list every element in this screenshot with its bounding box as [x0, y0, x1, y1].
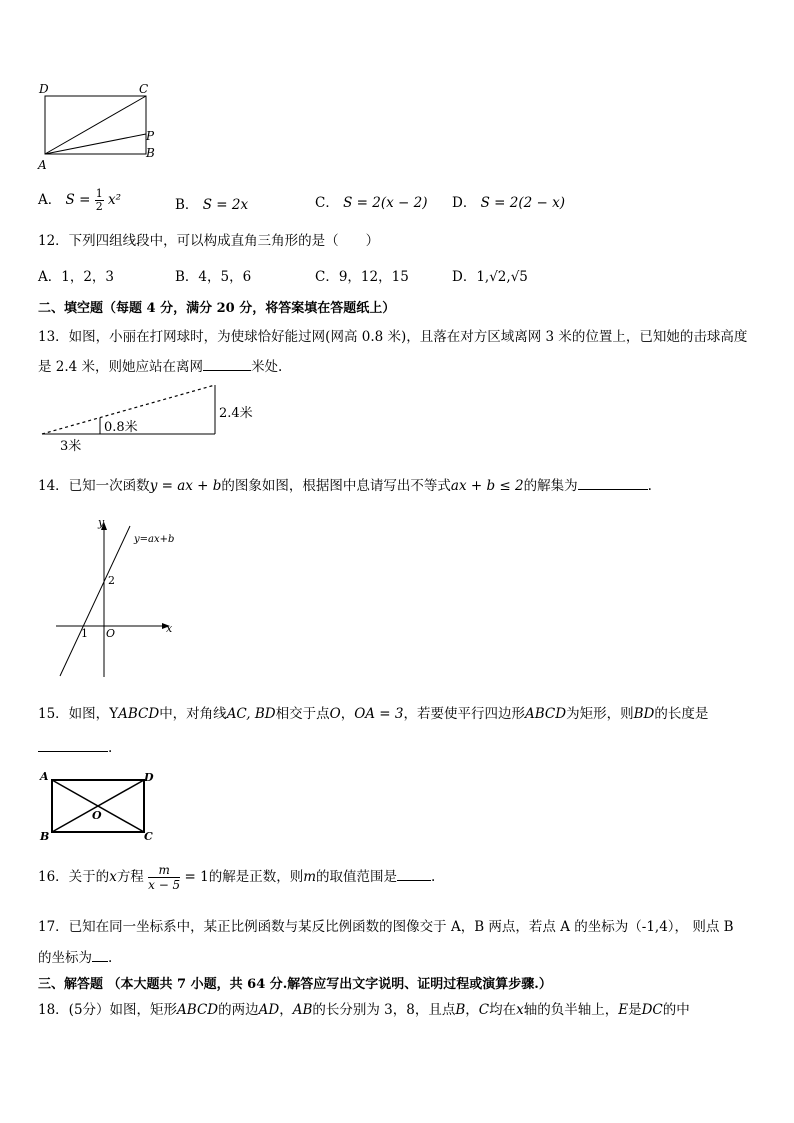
q18-stem: 18．(5分）如图，矩形ABCD的两边AD，AB的长分别为 3，8，且点B，C均在x轴的负半轴上，E是DC的中	[38, 1002, 690, 1018]
net-label: 0.8米	[104, 420, 138, 435]
q13-line1: 13．如图，小丽在打网球时，为使球恰好能过网(网高 0.8 米)，且落在对方区域离网 3 米的位置上，已知她的击球高度	[38, 329, 748, 345]
function-line	[60, 526, 130, 676]
x-axis-label: x	[166, 622, 173, 635]
q15-answer-line: .	[38, 740, 112, 756]
q15-answer-blank	[38, 751, 108, 752]
q11-option-c: C． S = 2(x − 2)	[315, 195, 428, 211]
label-c: C	[144, 830, 153, 843]
q12-option-c: C．9，12，15	[315, 269, 409, 285]
q11-option-a: A． S = $\frac{1}{2}$ x²	[38, 187, 122, 213]
q14-answer-blank	[578, 489, 648, 490]
q14-graph	[48, 512, 188, 682]
q11-rectangle-figure	[34, 80, 164, 172]
diagonal-ac	[45, 96, 146, 154]
distance-label: 3米	[60, 439, 82, 454]
label-a: A	[40, 770, 49, 783]
q12-option-d: D．1,√2,√5	[452, 269, 528, 285]
origin-label: O	[106, 627, 116, 640]
line-label: y=ax+b	[134, 534, 175, 545]
q13-answer-blank	[203, 370, 251, 371]
q12-option-b: B．4，5，6	[175, 269, 252, 285]
label-d: D	[39, 82, 49, 96]
y-intercept-label: 2	[108, 574, 115, 587]
label-a: A	[38, 158, 47, 172]
q16-answer-blank	[397, 880, 431, 881]
section-2-title: 二、填空题（每题 4 分，满分 20 分，将答案填在答题纸上）	[38, 301, 396, 316]
fraction-m-over-x-minus-5: $\frac{m}{x - 5}$	[148, 863, 181, 892]
segment-ap	[45, 134, 146, 154]
x-intercept-label: 1	[81, 627, 88, 640]
q13-tennis-figure	[32, 378, 262, 458]
section-3-title: 三、解答题 （本大题共 7 小题，共 64 分.解答应写出文字说明、证明过程或演算步骤.）	[38, 977, 552, 992]
label-d: D	[144, 771, 154, 784]
q17-answer-blank	[92, 961, 108, 962]
q17-line2: 的坐标为 .	[38, 950, 113, 966]
q13-line2: 是 2.4 米，则她应站在离网 米处.	[38, 359, 283, 375]
label-c: C	[139, 82, 149, 96]
q14-stem: 14．已知一次函数y = ax + b的图象如图，根据图中息请写出不等式ax + b ≤ 2的解集为 .	[38, 478, 652, 494]
label-o: O	[92, 809, 102, 822]
y-axis-label: y	[98, 516, 105, 529]
q16-stem: 16．关于的x方程 $\frac{m}{x - 5}$ = 1的解是正数，则m的取值范围是 .	[38, 863, 436, 892]
height-label: 2.4米	[219, 406, 253, 421]
q11-option-b: B． S = 2x	[175, 197, 249, 213]
label-p: P	[146, 129, 155, 143]
q15-rectangle-figure	[36, 768, 161, 848]
fraction-one-half: $\frac{1}{2}$	[95, 187, 103, 213]
label-b: B	[146, 146, 155, 160]
q12-option-a: A．1，2，3	[38, 269, 115, 285]
label-b: B	[40, 830, 50, 843]
q15-stem: 15．如图，YABCD中，对角线AC, BD相交于点O，OA = 3，若要使平行四边形ABCD为矩形，则BD的长度是	[38, 706, 709, 722]
q11-option-d: D． S = 2(2 − x)	[452, 195, 565, 211]
q17-line1: 17．已知在同一坐标系中，某正比例函数与某反比例函数的图像交于 A，B 两点，若点 A 的坐标为（-1,4）， 则点 B	[38, 919, 734, 935]
q12-stem: 12．下列四组线段中，可以构成直角三角形的是（ ）	[38, 233, 380, 249]
